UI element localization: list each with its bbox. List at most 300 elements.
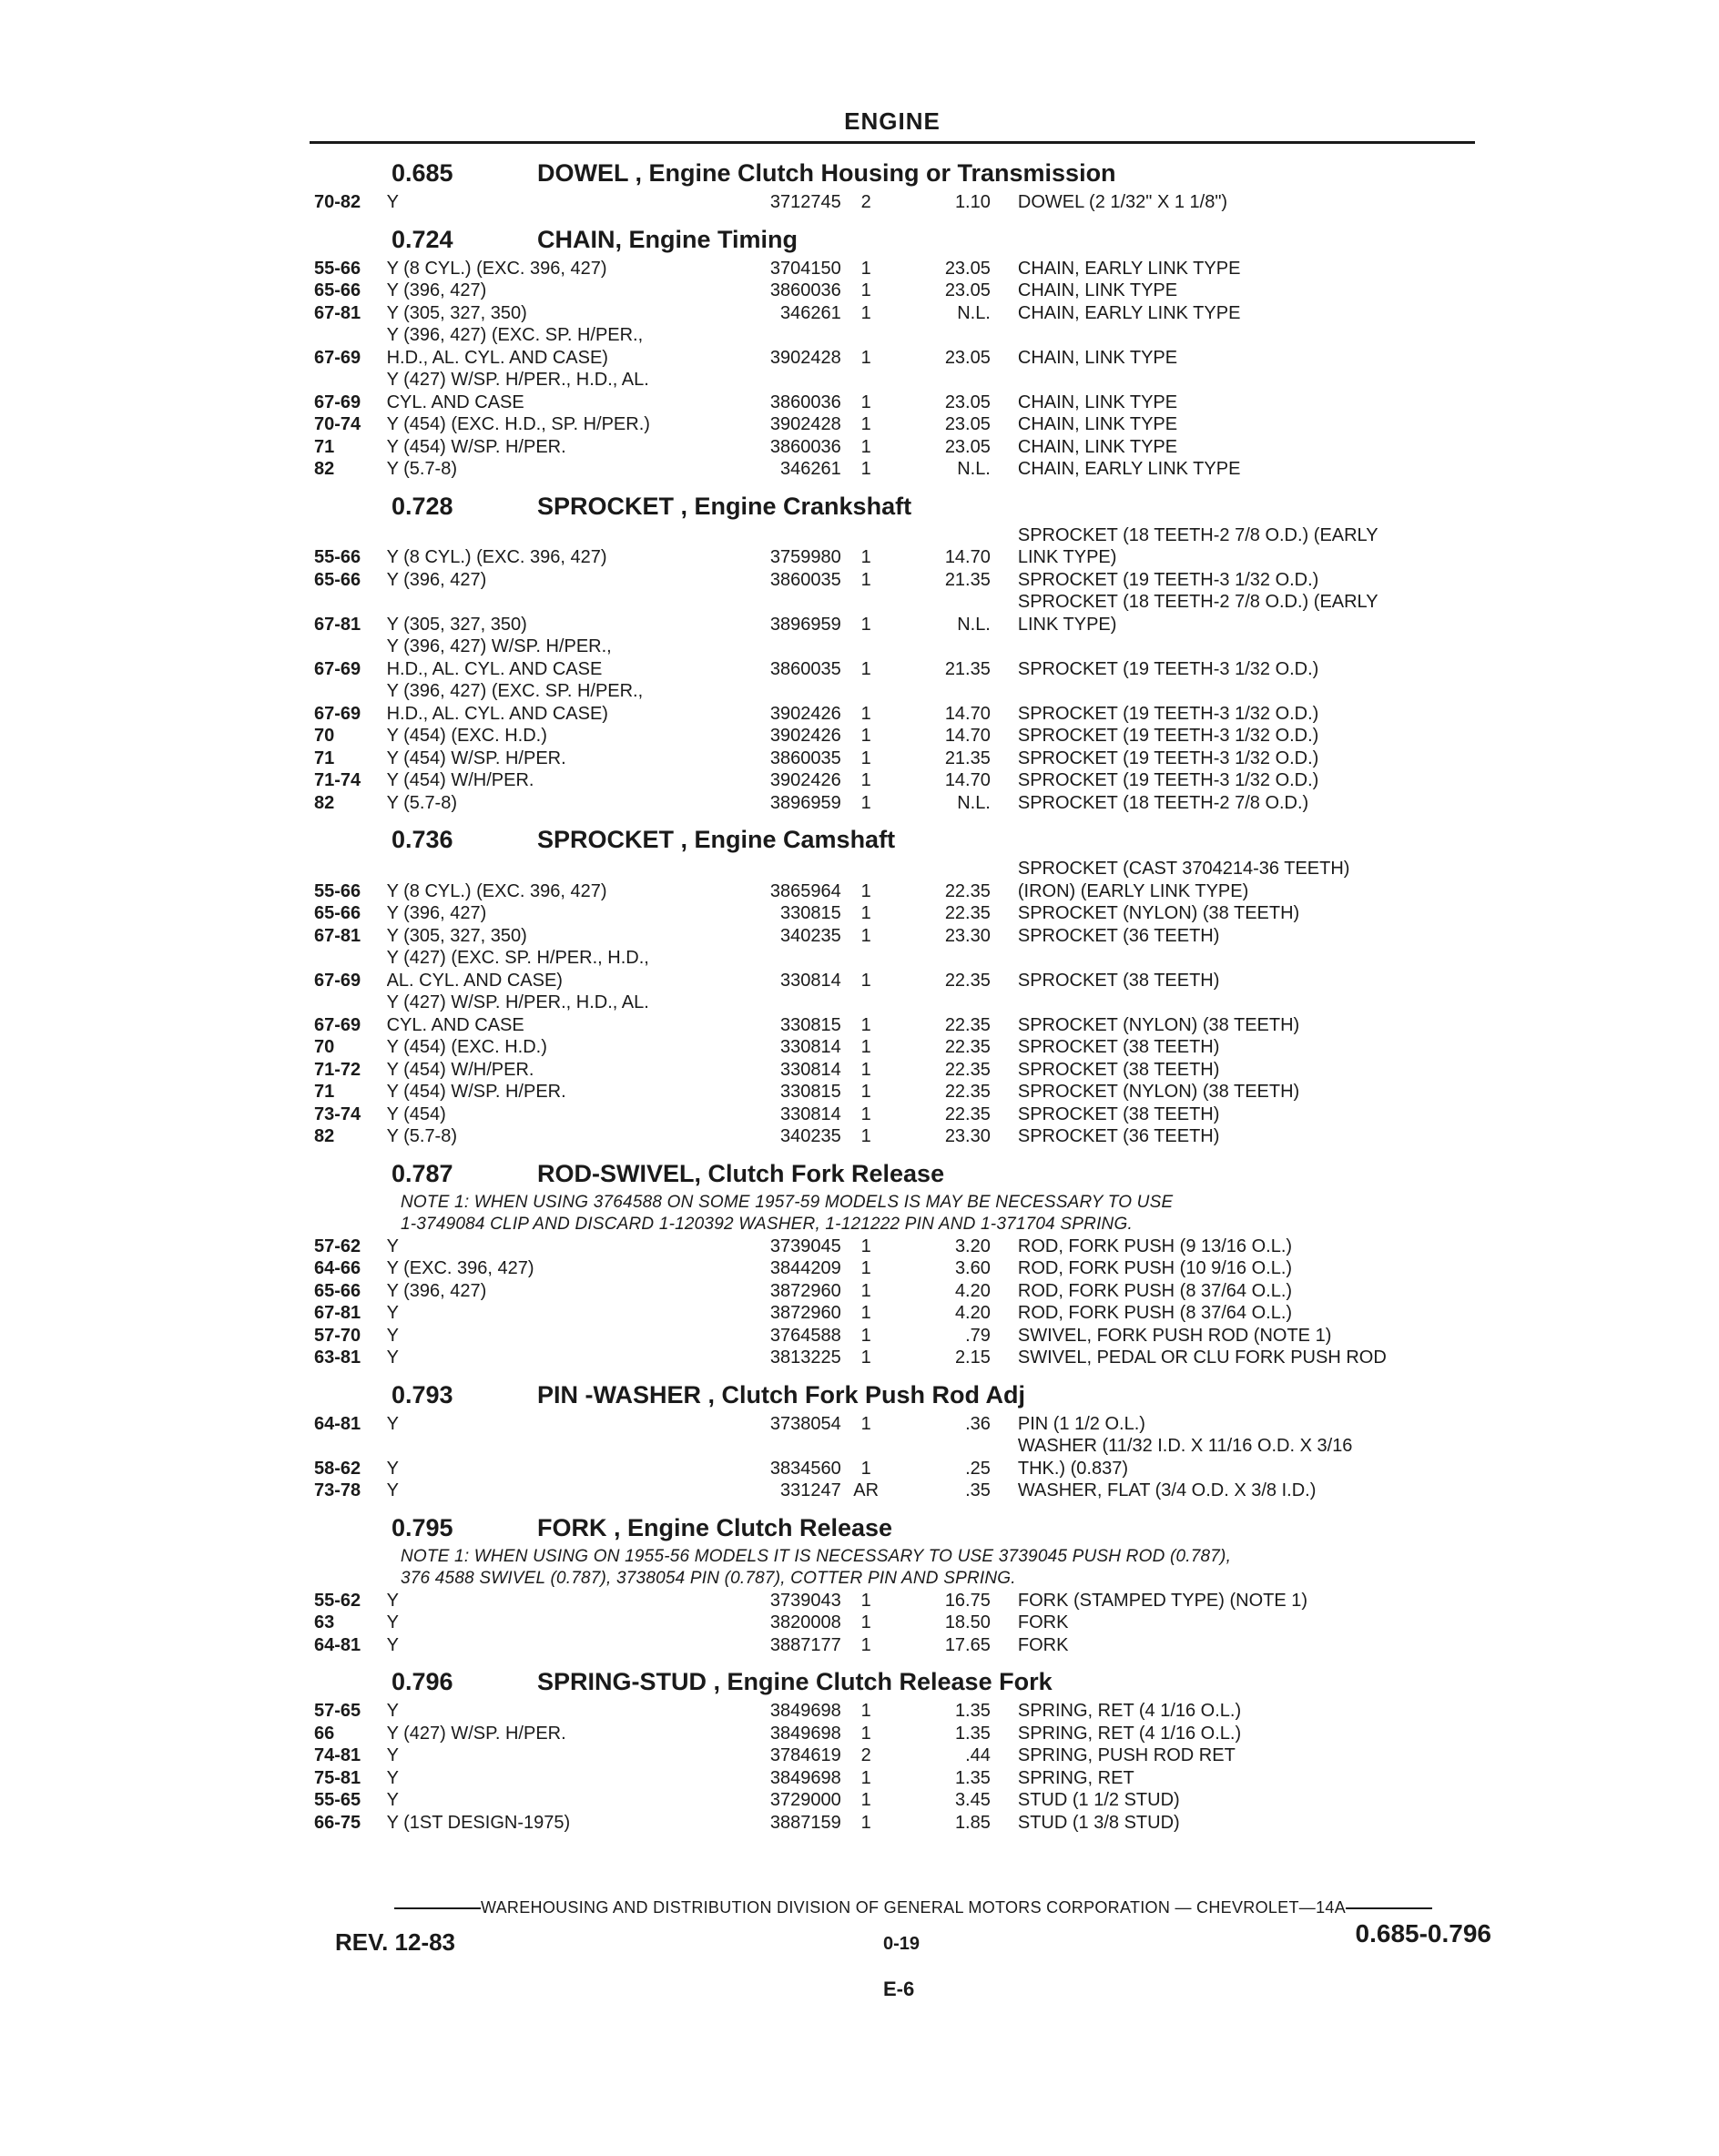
quantity: 1 <box>860 726 871 746</box>
description: ROD, FORK PUSH (10 9/16 O.L.) <box>1017 1258 1293 1278</box>
section-code: 0.724 <box>392 225 453 253</box>
quantity: 1 <box>860 1103 871 1124</box>
part-row <box>314 792 1489 815</box>
description: ROD, FORK PUSH (8 37/64 O.L.) <box>1017 1280 1293 1301</box>
application: Y (454) (EXC. H.D.) <box>386 1037 547 1057</box>
model-years: 67-69 <box>314 703 361 724</box>
part-row <box>314 1125 1489 1148</box>
application: Y <box>386 1413 399 1434</box>
part-number: 330815 <box>780 1014 841 1035</box>
model-years: 57-62 <box>314 1236 361 1256</box>
price: N.L. <box>957 459 991 479</box>
parts-catalog <box>314 155 1489 1841</box>
application: Y <box>386 1767 399 1788</box>
part-row <box>314 725 1489 747</box>
price: 22.35 <box>944 1082 991 1102</box>
quantity: 1 <box>860 1590 871 1611</box>
quantity: 1 <box>860 614 871 635</box>
part-row <box>314 769 1489 792</box>
description: ROD, FORK PUSH (8 37/64 O.L.) <box>1017 1303 1293 1323</box>
model-years: 55-62 <box>314 1590 361 1611</box>
quantity: 1 <box>860 1236 871 1256</box>
part-number: 3887159 <box>769 1812 841 1833</box>
part-number: 3902426 <box>769 726 841 746</box>
quantity: 2 <box>860 1745 871 1765</box>
application: Y (396, 427) W/SP. H/PER., H.D., AL. CYL. AND CASE <box>386 636 612 679</box>
application: Y <box>386 1480 399 1500</box>
price: 2.15 <box>954 1348 991 1368</box>
part-number: 3849698 <box>769 1701 841 1721</box>
quantity: 1 <box>860 1126 871 1146</box>
description: SPROCKET (CAST 3704214-36 TEETH) (IRON) (EARLY LINK TYPE) <box>1017 859 1350 901</box>
quantity: 1 <box>860 1303 871 1323</box>
price: 1.35 <box>954 1723 991 1744</box>
quantity: 1 <box>860 1413 871 1434</box>
description: STUD (1 3/8 STUD) <box>1017 1812 1180 1833</box>
price: 22.35 <box>944 903 991 923</box>
description: SPROCKET (19 TEETH-3 1/32 O.D.) <box>1017 726 1319 746</box>
quantity: 1 <box>860 302 871 323</box>
quantity: 1 <box>860 258 871 279</box>
application: Y (305, 327, 350) <box>386 302 527 323</box>
description: SPRING, RET <box>1017 1767 1134 1788</box>
part-number: 3902426 <box>769 703 841 724</box>
description: SPROCKET (36 TEETH) <box>1017 925 1220 946</box>
part-row <box>314 302 1489 325</box>
description: SPROCKET (38 TEETH) <box>1017 1103 1220 1124</box>
part-row <box>314 1723 1489 1745</box>
price: 1.10 <box>954 192 991 212</box>
price: .35 <box>965 1480 991 1500</box>
model-years: 74-81 <box>314 1745 361 1765</box>
part-row <box>314 280 1489 302</box>
model-years: 75-81 <box>314 1767 361 1788</box>
price: 18.50 <box>944 1612 991 1632</box>
part-row <box>314 413 1489 436</box>
description: CHAIN, LINK TYPE <box>1017 280 1178 300</box>
part-row <box>314 636 1489 680</box>
section-code: 0.796 <box>392 1668 453 1695</box>
price: 21.35 <box>944 569 991 590</box>
part-number: 3813225 <box>769 1348 841 1368</box>
quantity: 1 <box>860 280 871 300</box>
quantity: 2 <box>860 192 871 212</box>
part-row <box>314 1767 1489 1790</box>
model-years: 73-78 <box>314 1480 361 1500</box>
part-number: 3738054 <box>769 1413 841 1434</box>
description: STUD (1 1/2 STUD) <box>1017 1790 1180 1810</box>
part-number: 3872960 <box>769 1303 841 1323</box>
application: Y <box>386 1612 399 1632</box>
section-code: 0.728 <box>392 492 453 520</box>
part-row <box>314 436 1489 459</box>
model-years: 67-81 <box>314 1303 361 1323</box>
price: N.L. <box>957 792 991 813</box>
application: Y <box>386 1236 399 1256</box>
part-number: 330815 <box>780 903 841 923</box>
quantity: 1 <box>860 1258 871 1278</box>
description: CHAIN, LINK TYPE <box>1017 414 1178 434</box>
part-number: 3902428 <box>769 347 841 368</box>
price: 14.70 <box>944 770 991 790</box>
price: N.L. <box>957 614 991 635</box>
footer-division <box>335 1898 1491 1917</box>
part-number: 3860035 <box>769 658 841 679</box>
price: 22.35 <box>944 970 991 991</box>
part-row <box>314 1081 1489 1103</box>
part-row <box>314 1590 1489 1612</box>
description: SPRING, RET (4 1/16 O.L.) <box>1017 1701 1242 1721</box>
part-number: 3896959 <box>769 792 841 813</box>
sub-page-number: E-6 <box>883 1978 915 2000</box>
description: SPROCKET (19 TEETH-3 1/32 O.D.) <box>1017 770 1319 790</box>
section-title: FORK , Engine Clutch Release <box>537 1513 893 1541</box>
quantity: 1 <box>860 1701 871 1721</box>
section-code: 0.795 <box>392 1513 453 1541</box>
model-years: 70 <box>314 1037 335 1057</box>
price: 22.35 <box>944 1037 991 1057</box>
section-title: CHAIN, Engine Timing <box>537 225 798 253</box>
application: Y (396, 427) (EXC. SP. H/PER., H.D., AL. CYL. AND CASE) <box>386 325 644 368</box>
description: SPROCKET (NYLON) (38 TEETH) <box>1017 1014 1300 1035</box>
price: 14.70 <box>944 703 991 724</box>
part-number: 330815 <box>780 1082 841 1102</box>
application: Y (427) (EXC. SP. H/PER., H.D., AL. CYL. AND CASE) <box>386 948 649 991</box>
application: Y (427) W/SP. H/PER. <box>386 1723 566 1744</box>
application: Y (5.7-8) <box>386 792 458 813</box>
part-number: 3704150 <box>769 258 841 279</box>
part-row <box>314 569 1489 592</box>
description: FORK <box>1017 1612 1069 1632</box>
price: 3.45 <box>954 1790 991 1810</box>
part-row <box>314 524 1489 569</box>
description: WASHER (11/32 I.D. X 11/16 O.D. X 3/16 THK.) (0.837) <box>1017 1436 1353 1479</box>
part-row <box>314 1036 1489 1059</box>
part-row <box>314 992 1489 1036</box>
quantity: 1 <box>860 459 871 479</box>
description: PIN (1 1/2 O.L.) <box>1017 1413 1145 1434</box>
part-row <box>314 458 1489 481</box>
model-years: 70-74 <box>314 414 361 434</box>
catalog-section <box>314 155 1489 214</box>
description: SPROCKET (38 TEETH) <box>1017 970 1220 991</box>
price: 22.35 <box>944 880 991 901</box>
price: 17.65 <box>944 1634 991 1655</box>
price: N.L. <box>957 302 991 323</box>
section-heading <box>392 1663 1489 1700</box>
model-years: 64-81 <box>314 1413 361 1434</box>
catalog-section <box>314 1377 1489 1502</box>
quantity: AR <box>853 1480 880 1500</box>
part-number: 3860035 <box>769 569 841 590</box>
part-number: 3739045 <box>769 1236 841 1256</box>
description: FORK (STAMPED TYPE) (NOTE 1) <box>1017 1590 1308 1611</box>
model-years: 65-66 <box>314 280 361 300</box>
part-number: 3872960 <box>769 1280 841 1301</box>
part-row <box>314 1700 1489 1723</box>
quantity: 1 <box>860 880 871 901</box>
price: 3.60 <box>954 1258 991 1278</box>
section-heading <box>392 1155 1489 1192</box>
price: 21.35 <box>944 747 991 768</box>
part-row <box>314 747 1489 770</box>
model-years: 71 <box>314 436 335 457</box>
model-years: 67-69 <box>314 347 361 368</box>
part-number: 3849698 <box>769 1767 841 1788</box>
quantity: 1 <box>860 1280 871 1301</box>
price: 22.35 <box>944 1059 991 1080</box>
price: .36 <box>965 1413 991 1434</box>
description: SPROCKET (38 TEETH) <box>1017 1059 1220 1080</box>
part-number: 330814 <box>780 1059 841 1080</box>
model-years: 64-66 <box>314 1258 361 1278</box>
model-years: 67-69 <box>314 1014 361 1035</box>
description: SPROCKET (NYLON) (38 TEETH) <box>1017 903 1300 923</box>
application: Y (454) W/H/PER. <box>386 1059 534 1080</box>
application: Y (396, 427) (EXC. SP. H/PER., H.D., AL. CYL. AND CASE) <box>386 681 644 724</box>
quantity: 1 <box>860 1767 871 1788</box>
price: .44 <box>965 1745 991 1765</box>
quantity: 1 <box>860 1634 871 1655</box>
application: Y (396, 427) <box>386 280 487 300</box>
page-number: 0-19 <box>883 1934 921 1954</box>
part-number: 3844209 <box>769 1258 841 1278</box>
part-number: 3902426 <box>769 770 841 790</box>
description: SPROCKET (18 TEETH-2 7/8 O.D.) (EARLY LINK TYPE) <box>1017 524 1378 567</box>
application: Y <box>386 1701 399 1721</box>
application: Y <box>386 1303 399 1323</box>
catalog-section <box>314 221 1489 481</box>
footer-rule-left <box>394 1907 481 1909</box>
quantity: 1 <box>860 347 871 368</box>
application: Y (EXC. 396, 427) <box>386 1258 534 1278</box>
description: CHAIN, LINK TYPE <box>1017 347 1178 368</box>
quantity: 1 <box>860 970 871 991</box>
price: 22.35 <box>944 1014 991 1035</box>
description: SPROCKET (19 TEETH-3 1/32 O.D.) <box>1017 747 1319 768</box>
description: CHAIN, EARLY LINK TYPE <box>1017 459 1241 479</box>
description: SPROCKET (38 TEETH) <box>1017 1037 1220 1057</box>
model-years: 58-62 <box>314 1458 361 1479</box>
part-row <box>314 902 1489 925</box>
part-number: 330814 <box>780 1103 841 1124</box>
section-range: 0.685-0.796 <box>1355 1919 1491 1948</box>
application: Y <box>386 1790 399 1810</box>
model-years: 71 <box>314 747 335 768</box>
section-title: SPROCKET , Engine Crankshaft <box>537 492 912 520</box>
part-number: 340235 <box>780 1126 841 1146</box>
model-years: 70 <box>314 726 335 746</box>
description: SWIVEL, FORK PUSH ROD (NOTE 1) <box>1017 1325 1332 1346</box>
catalog-section <box>314 1510 1489 1657</box>
section-code: 0.787 <box>392 1159 453 1187</box>
application: Y (454) W/H/PER. <box>386 770 534 790</box>
section-note: NOTE 1: WHEN USING 3764588 ON SOME 1957-59 MODELS IS MAY BE NECESSARY TO USE 1-3749084 CLIP AND DISCARD 1-120392 WASHER, 1-121222 PIN AND 1-371704 SPRING. <box>401 1192 1174 1234</box>
quantity: 1 <box>860 547 871 567</box>
description: SPRING, PUSH ROD RET <box>1017 1745 1236 1765</box>
quantity: 1 <box>860 436 871 457</box>
part-row <box>314 369 1489 413</box>
revision-date: REV. 12-83 <box>335 1928 456 1956</box>
quantity: 1 <box>860 1082 871 1102</box>
price: 1.85 <box>954 1812 991 1833</box>
price: 14.70 <box>944 726 991 746</box>
model-years: 71-72 <box>314 1059 361 1080</box>
model-years: 66 <box>314 1723 335 1744</box>
part-number: 3712745 <box>769 192 841 212</box>
price: 14.70 <box>944 547 991 567</box>
part-row <box>314 1347 1489 1369</box>
quantity: 1 <box>860 1037 871 1057</box>
quantity: 1 <box>860 569 871 590</box>
application: Y (8 CYL.) (EXC. 396, 427) <box>386 547 607 567</box>
catalog-section <box>314 1663 1489 1834</box>
part-row <box>314 324 1489 369</box>
part-number: 3739043 <box>769 1590 841 1611</box>
application: Y (1ST DESIGN-1975) <box>386 1812 571 1833</box>
section-title: SPRING-STUD , Engine Clutch Release Fork <box>537 1668 1053 1695</box>
description: CHAIN, EARLY LINK TYPE <box>1017 302 1241 323</box>
description: SPROCKET (36 TEETH) <box>1017 1126 1220 1146</box>
model-years: 70-82 <box>314 192 361 212</box>
section-title: ROD-SWIVEL, Clutch Fork Release <box>537 1159 945 1187</box>
part-number: 3820008 <box>769 1612 841 1632</box>
footer-rule-right <box>1346 1907 1432 1909</box>
quantity: 1 <box>860 1612 871 1632</box>
application: Y (5.7-8) <box>386 459 458 479</box>
part-row <box>314 1103 1489 1126</box>
model-years: 71 <box>314 1082 335 1102</box>
model-years: 67-69 <box>314 970 361 991</box>
application: Y (8 CYL.) (EXC. 396, 427) <box>386 258 607 279</box>
part-number: 346261 <box>780 459 841 479</box>
quantity: 1 <box>860 414 871 434</box>
model-years: 57-65 <box>314 1701 361 1721</box>
section-code: 0.685 <box>392 159 453 187</box>
part-row <box>314 1302 1489 1325</box>
model-years: 82 <box>314 792 335 813</box>
model-years: 67-81 <box>314 614 361 635</box>
model-years: 65-66 <box>314 1280 361 1301</box>
model-years: 82 <box>314 1126 335 1146</box>
footer-division-text: WAREHOUSING AND DISTRIBUTION DIVISION OF GENERAL MOTORS CORPORATION — CHEVROLET—14A <box>480 1898 1347 1917</box>
quantity: 1 <box>860 392 871 412</box>
price: 3.20 <box>954 1236 991 1256</box>
application: Y <box>386 1745 399 1765</box>
description: SPROCKET (18 TEETH-2 7/8 O.D.) (EARLY LINK TYPE) <box>1017 592 1378 635</box>
part-row <box>314 1480 1489 1502</box>
catalog-section <box>314 1155 1489 1369</box>
catalog-section <box>314 488 1489 815</box>
quantity: 1 <box>860 925 871 946</box>
section-heading <box>392 221 1489 258</box>
catalog-section <box>314 821 1489 1148</box>
section-heading <box>392 1377 1489 1413</box>
section-code: 0.736 <box>392 826 453 853</box>
description: SPROCKET (19 TEETH-3 1/32 O.D.) <box>1017 703 1319 724</box>
model-years: 55-65 <box>314 1790 361 1810</box>
price: .25 <box>965 1458 991 1479</box>
section-heading <box>392 821 1489 858</box>
part-number: 3860036 <box>769 436 841 457</box>
price: 23.05 <box>944 392 991 412</box>
application: Y (8 CYL.) (EXC. 396, 427) <box>386 880 607 901</box>
part-number: 3860036 <box>769 280 841 300</box>
application: Y (396, 427) <box>386 1280 487 1301</box>
description: CHAIN, LINK TYPE <box>1017 436 1178 457</box>
quantity: 1 <box>860 1059 871 1080</box>
quantity: 1 <box>860 703 871 724</box>
application: Y (454) <box>386 1103 446 1124</box>
quantity: 1 <box>860 1014 871 1035</box>
part-number: 331247 <box>780 1480 841 1500</box>
part-row <box>314 1435 1489 1480</box>
application: Y (396, 427) <box>386 903 487 923</box>
section-title: DOWEL , Engine Clutch Housing or Transmission <box>537 159 1116 187</box>
part-row <box>314 1059 1489 1082</box>
description: DOWEL (2 1/32" X 1 1/8") <box>1017 192 1228 212</box>
application: Y (305, 327, 350) <box>386 614 527 635</box>
part-row <box>314 591 1489 636</box>
price: 23.30 <box>944 925 991 946</box>
description: FORK <box>1017 1634 1069 1655</box>
quantity: 1 <box>860 1790 871 1810</box>
application: Y (427) W/SP. H/PER., H.D., AL. CYL. AND CASE <box>386 370 649 412</box>
quantity: 1 <box>860 1723 871 1744</box>
part-row <box>314 947 1489 992</box>
model-years: 55-66 <box>314 880 361 901</box>
part-row <box>314 1236 1489 1258</box>
part-row <box>314 1789 1489 1812</box>
price: 23.05 <box>944 414 991 434</box>
application: Y <box>386 1590 399 1611</box>
quantity: 1 <box>860 792 871 813</box>
part-number: 3896959 <box>769 614 841 635</box>
model-years: 63 <box>314 1612 335 1632</box>
description: CHAIN, LINK TYPE <box>1017 392 1178 412</box>
model-years: 64-81 <box>314 1634 361 1655</box>
price: 4.20 <box>954 1303 991 1323</box>
price: 21.35 <box>944 658 991 679</box>
application: Y (396, 427) <box>386 569 487 590</box>
quantity: 1 <box>860 1348 871 1368</box>
part-row <box>314 925 1489 948</box>
price: 1.35 <box>954 1767 991 1788</box>
quantity: 1 <box>860 1812 871 1833</box>
application: Y <box>386 1348 399 1368</box>
part-number: 3784619 <box>769 1745 841 1765</box>
part-number: 3902428 <box>769 414 841 434</box>
model-years: 82 <box>314 459 335 479</box>
section-heading <box>392 155 1489 191</box>
part-row <box>314 258 1489 280</box>
part-row <box>314 191 1489 214</box>
section-note: NOTE 1: WHEN USING ON 1955-56 MODELS IT IS NECESSARY TO USE 3739045 PUSH ROD (0.787), 376 4588 SWIVEL (0.787), 3738054 PIN (0.787), COTTER PIN AND SPRING. <box>401 1546 1232 1588</box>
description: SPROCKET (19 TEETH-3 1/32 O.D.) <box>1017 658 1319 679</box>
description: CHAIN, EARLY LINK TYPE <box>1017 258 1241 279</box>
price: 23.30 <box>944 1126 991 1146</box>
part-number: 330814 <box>780 1037 841 1057</box>
part-row <box>314 858 1489 902</box>
model-years: 73-74 <box>314 1103 361 1124</box>
part-row <box>314 1812 1489 1835</box>
part-row <box>314 680 1489 725</box>
part-row <box>314 1634 1489 1657</box>
part-number: 3834560 <box>769 1458 841 1479</box>
part-row <box>314 1257 1489 1280</box>
description: SWIVEL, PEDAL OR CLU FORK PUSH ROD <box>1017 1348 1387 1368</box>
part-number: 340235 <box>780 925 841 946</box>
